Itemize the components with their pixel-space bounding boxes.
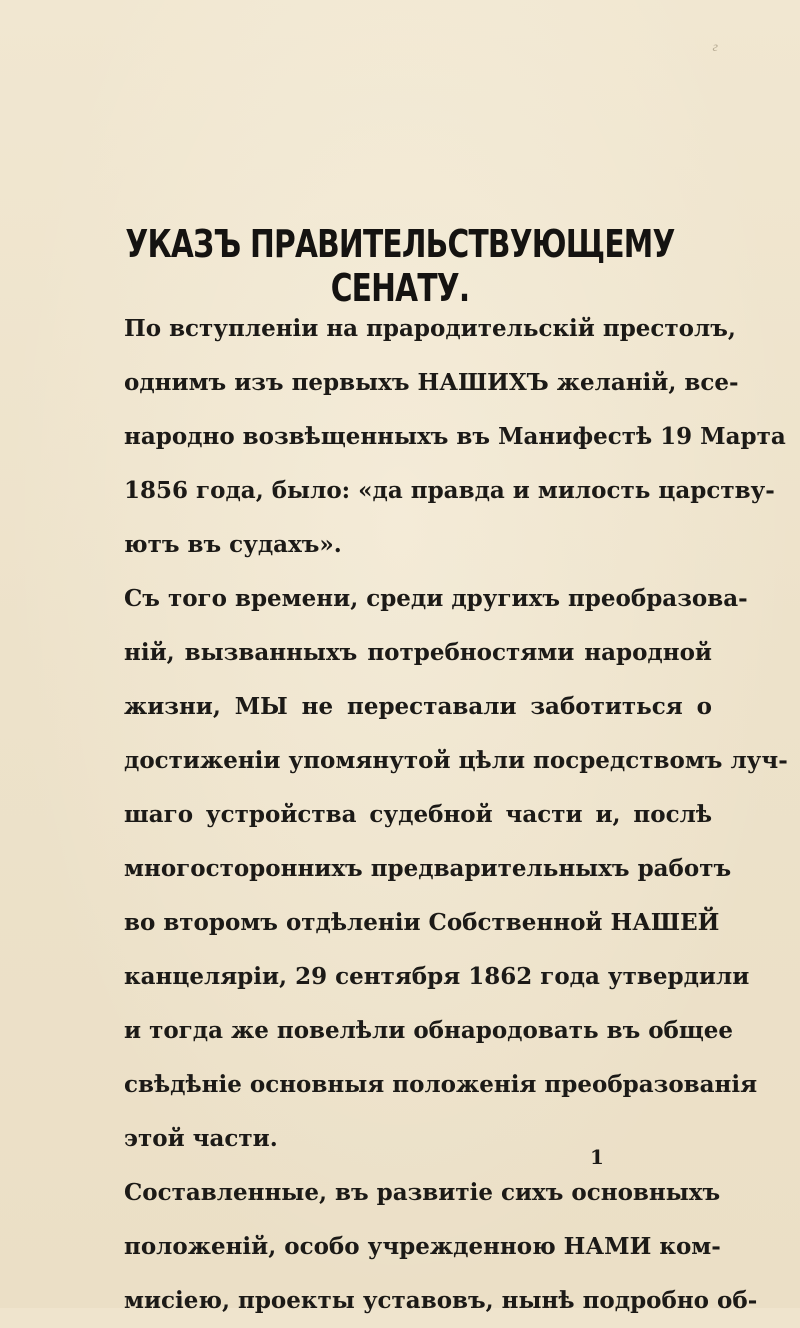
text-line: По вступленіи на прародительскій престолъ, [124, 315, 736, 342]
decree-body [124, 302, 788, 1328]
text-line: Съ того времени, среди другихъ преобразова- [124, 585, 748, 612]
text-line: Составленные, въ развитіе сихъ основныхъ [124, 1179, 721, 1206]
text-line: жизни, МЫ не переставали заботиться о [124, 693, 712, 720]
text-line: ній, вызванныхъ потребностями народной [124, 639, 712, 666]
text-line: и тогда же повелѣли обнародовать въ общее [124, 1017, 734, 1044]
text-line: ютъ въ судахъ». [124, 531, 342, 558]
text-line: достиженіи упомянутой цѣли посредствомъ луч- [124, 747, 788, 774]
text-line: шаго устройства судебной части и, послѣ [124, 801, 712, 828]
text-line: положеній, особо учрежденною НАМИ ком- [124, 1233, 721, 1260]
text-line: во второмъ отдѣленіи Собственной НАШЕЙ [124, 909, 720, 936]
text-line: 1856 года, было: «да правда и милость царству- [124, 477, 775, 504]
text-line: мисіею, проекты уставовъ, нынѣ подробно об- [124, 1287, 758, 1314]
text-line: многостороннихъ предварительныхъ работъ [124, 855, 732, 882]
page-number: 1 [590, 1145, 604, 1169]
corner-mark: г [712, 40, 718, 55]
text-line: канцеляріи, 29 сентября 1862 года утвердили [124, 963, 750, 990]
text-line: свѣдѣніе основныя положенія преобразованія [124, 1071, 758, 1098]
decree-title: УКАЗЪ ПРАВИТЕЛЬСТВУЮЩЕМУ СЕНАТУ. [125, 222, 675, 310]
text-line: народно возвѣщенныхъ въ Манифестѣ 19 Марта [124, 423, 786, 450]
text-line: этой части. [124, 1125, 278, 1152]
text-line: однимъ изъ первыхъ НАШИХЪ желаній, все- [124, 369, 739, 396]
